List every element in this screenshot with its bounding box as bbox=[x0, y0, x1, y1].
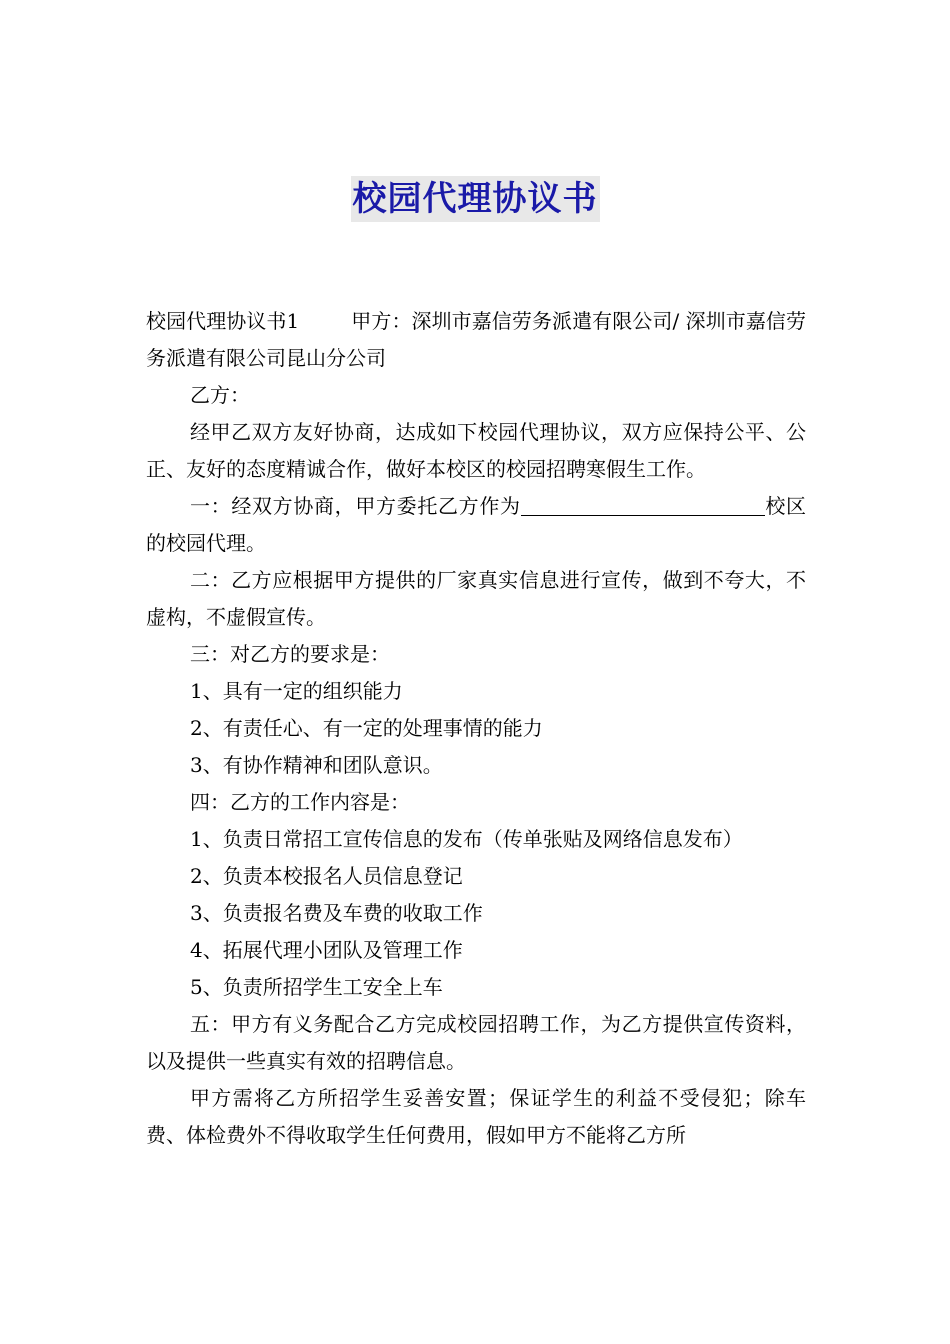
clause-5-continued: 甲方需将乙方所招学生妥善安置；保证学生的利益不受侵犯；除车费、体检费外不得收取学生任何费用，假如甲方不能将乙方所 bbox=[146, 1086, 806, 1147]
list-item: 3、有协作精神和团队意识。 bbox=[190, 753, 443, 777]
fill-in-blank[interactable] bbox=[521, 493, 765, 516]
party-a: 甲方：深圳市嘉信劳务派遣有限公司/ 深圳市嘉信劳务派遣有限公司昆山分公司 bbox=[146, 309, 806, 370]
clause-3-title: 三：对乙方的要求是： bbox=[190, 642, 390, 666]
list-item: 1、负责日常招工宣传信息的发布（传单张贴及网络信息发布） bbox=[190, 827, 743, 851]
list-item: 2、负责本校报名人员信息登记 bbox=[190, 864, 463, 888]
list-item: 2、有责任心、有一定的处理事情的能力 bbox=[190, 716, 543, 740]
clause-1-prefix: 一：经双方协商，甲方委托乙方作为 bbox=[190, 494, 521, 518]
clause-4-title: 四：乙方的工作内容是： bbox=[190, 790, 410, 814]
intro-paragraph: 经甲乙双方友好协商，达成如下校园代理协议，双方应保持公平、公正、友好的态度精诚合作，做好本校区的校园招聘寒假生工作。 bbox=[146, 420, 806, 481]
list-item: 4、拓展代理小团队及管理工作 bbox=[190, 938, 463, 962]
party-b: 乙方： bbox=[190, 383, 250, 407]
clause-1-suffix: 校区的校园代理。 bbox=[146, 494, 807, 555]
list-item: 1、具有一定的组织能力 bbox=[190, 679, 403, 703]
clause-5: 五：甲方有义务配合乙方完成校园招聘工作，为乙方提供宣传资料，以及提供一些真实有效的招聘信息。 bbox=[146, 1012, 806, 1073]
opening-paragraph bbox=[146, 303, 806, 377]
document-body bbox=[146, 303, 806, 1154]
list-item: 5、负责所招学生工安全上车 bbox=[190, 975, 443, 999]
list-item: 3、负责报名费及车费的收取工作 bbox=[190, 901, 483, 925]
document-title: 校园代理协议书 bbox=[351, 176, 600, 222]
clause-1 bbox=[146, 488, 806, 562]
title-container bbox=[0, 176, 950, 222]
document-heading: 校园代理协议书1 bbox=[146, 309, 300, 333]
clause-2: 二：乙方应根据甲方提供的厂家真实信息进行宣传，做到不夸大，不虚构，不虚假宣传。 bbox=[146, 568, 806, 629]
